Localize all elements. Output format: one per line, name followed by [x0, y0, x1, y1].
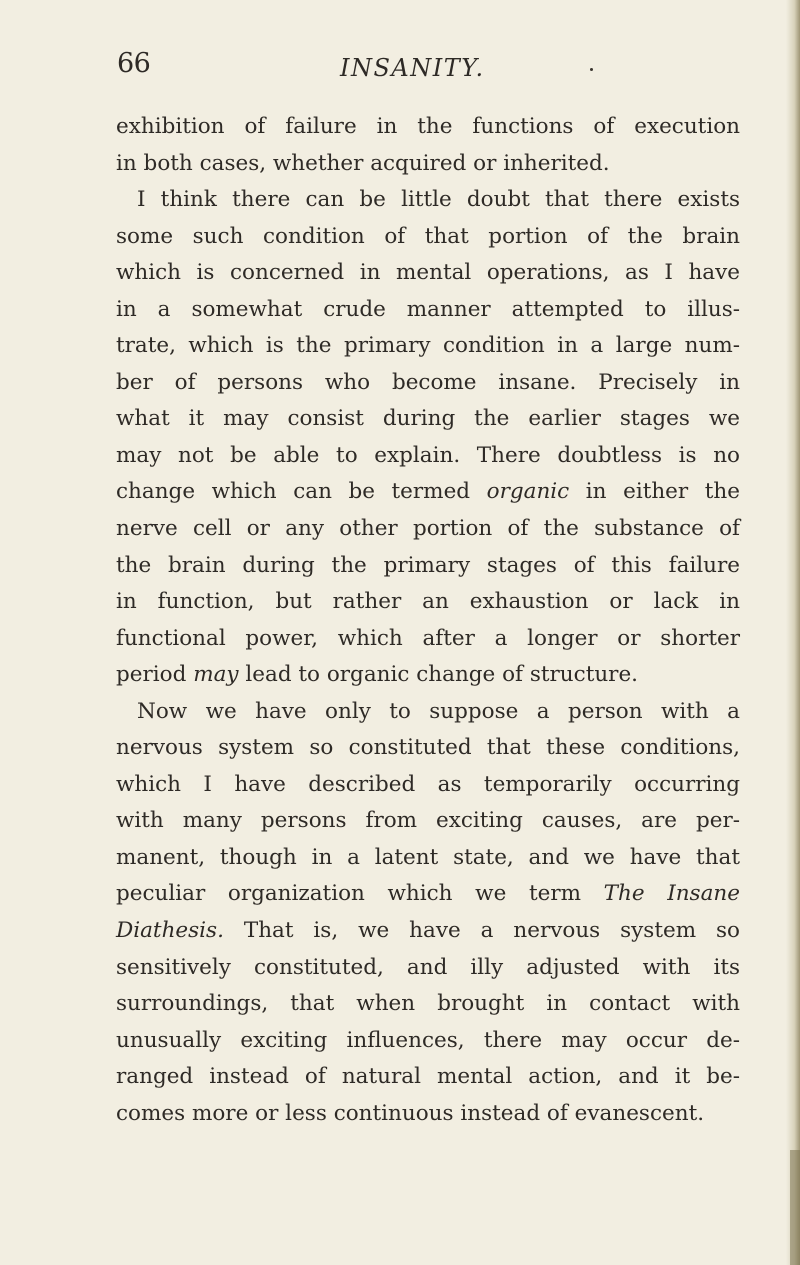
- text-line: ranged instead of natural mental action, and it be-: [116, 1064, 740, 1090]
- text-line: [116, 657, 740, 694]
- text-line: surroundings, that when brought in contact with: [116, 991, 740, 1017]
- page-number: 66: [117, 48, 151, 79]
- text-line: may not be able to explain. There doubtless is no: [116, 442, 740, 468]
- italic-term: Diathesis.: [116, 918, 224, 944]
- text-line: [116, 913, 740, 950]
- text-segment: period: [116, 662, 187, 688]
- italic-term: The Insane: [603, 881, 740, 907]
- text-line: I think there can be little doubt that there exists: [137, 187, 740, 213]
- text-line: [116, 474, 740, 511]
- text-line: with many persons from exciting causes, are per-: [116, 808, 740, 834]
- text-line: ber of persons who become insane. Precisely in: [116, 369, 740, 395]
- text-line: comes more or less continuous instead of evanescent.: [116, 1100, 705, 1126]
- text-segment: change which can be termed: [116, 479, 471, 505]
- text-line: in a somewhat crude manner attempted to illus-: [116, 296, 740, 322]
- text-line: unusually exciting influences, there may occur de-: [116, 1027, 740, 1053]
- text-line: trate, which is the primary condition in a large num-: [116, 333, 740, 359]
- text-line: which is concerned in mental operations, as I have: [116, 260, 740, 286]
- text-line: which I have described as temporarily occurring: [116, 771, 740, 797]
- ink-dot: [590, 68, 593, 71]
- text-line: exhibition of failure in the functions of execution: [116, 114, 740, 139]
- text-segment: peculiar organization which we term: [116, 881, 581, 907]
- text-line: sensitively constituted, and illy adjusted with its: [116, 954, 740, 980]
- text-line: what it may consist during the earlier stages we: [116, 406, 740, 432]
- text-line: nervous system so constituted that these conditions,: [116, 735, 740, 761]
- text-segment: lead to organic change of structure.: [245, 662, 639, 688]
- italic-emphasis: may: [193, 662, 239, 688]
- text-line: some such condition of that portion of the brain: [116, 223, 740, 249]
- body-text: [116, 109, 740, 1132]
- text-segment: That is, we have a nervous system so: [243, 918, 740, 944]
- page-edge-shadow: [786, 0, 800, 1265]
- text-line: manent, though in a latent state, and we have that: [116, 844, 740, 870]
- text-line: functional power, which after a longer or shorter: [116, 625, 740, 651]
- text-line: the brain during the primary stages of this failure: [116, 552, 740, 578]
- text-segment: in either the: [585, 479, 740, 505]
- text-line: in function, but rather an exhaustion or lack in: [116, 589, 740, 615]
- page-edge-dark: [790, 1150, 800, 1265]
- text-line: nerve cell or any other portion of the substance of: [116, 516, 740, 542]
- text-line: Now we have only to suppose a person with a: [137, 698, 740, 724]
- running-head: INSANITY.: [340, 54, 485, 82]
- text-line: in both cases, whether acquired or inherited.: [116, 150, 610, 176]
- text-line: [116, 876, 740, 913]
- italic-emphasis: organic: [486, 479, 570, 505]
- page-header: [0, 48, 800, 88]
